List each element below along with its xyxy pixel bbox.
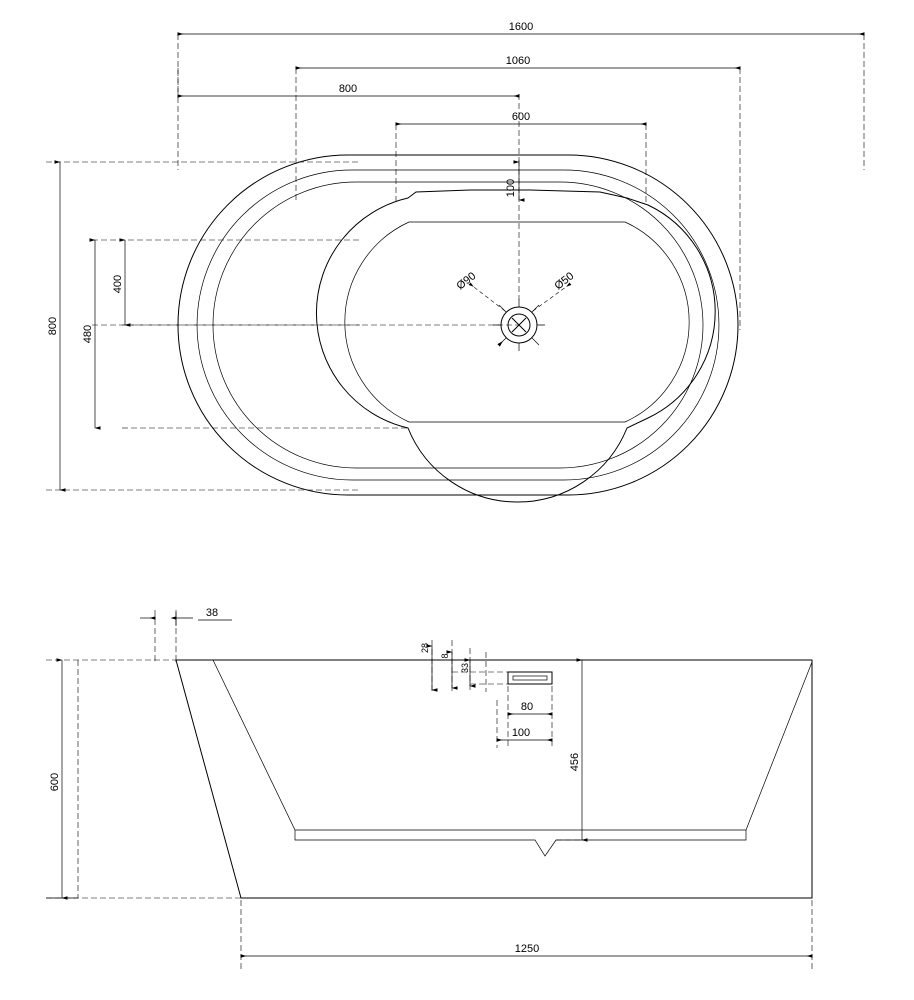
dim-800-vertical-label: 800 — [47, 316, 59, 336]
dim-600-horizontal-label: 600 — [511, 111, 531, 123]
dim-480 — [82, 240, 95, 428]
dim-600-height-label: 600 — [49, 772, 61, 792]
dim-480-label: 480 — [82, 324, 94, 344]
dim-1060 — [296, 55, 740, 68]
dim-400 — [112, 240, 125, 325]
dim-1250-label: 1250 — [514, 943, 540, 955]
callout-d90-label: Ø90 — [454, 270, 479, 293]
callout-d50-label: Ø50 — [552, 270, 577, 293]
dim-100-notch-label: 100 — [505, 178, 517, 198]
front-section-view — [46, 607, 812, 970]
dim-800-horizontal-label: 800 — [338, 83, 358, 95]
dim-800-horizontal — [178, 68, 519, 96]
tub-basin-outline — [316, 190, 715, 502]
overflow-width-dims — [497, 686, 552, 748]
dim-456 — [552, 660, 588, 840]
top-view — [46, 21, 864, 502]
dim-33-label: 33 — [460, 662, 470, 674]
dim-80-label: 80 — [520, 701, 534, 713]
dim-1600 — [178, 21, 864, 34]
diameter-callout-90 — [454, 270, 505, 311]
dim-100-label: 100 — [511, 727, 531, 739]
dim-600-horizontal — [396, 111, 646, 124]
dim-400-label: 400 — [112, 274, 124, 294]
dim-456-label: 456 — [569, 752, 581, 772]
diameter-callout-50 — [533, 270, 576, 311]
dim-28-label: 28 — [420, 642, 430, 654]
overflow-slot — [508, 672, 552, 684]
dim-100-notch — [505, 162, 519, 200]
tub-front-outline — [176, 660, 812, 898]
top-view-horizontal-guides — [46, 162, 519, 490]
dim-600-height — [46, 660, 241, 898]
dim-1250 — [241, 900, 812, 970]
dim-800-vertical — [47, 162, 60, 490]
dim-38-label: 38 — [205, 607, 219, 619]
dim-38 — [140, 607, 232, 662]
dim-1600-label: 1600 — [508, 21, 534, 33]
overflow-dimension-cluster — [420, 640, 510, 692]
dim-1060-label: 1060 — [505, 55, 531, 67]
dim-8-label: 8 — [440, 653, 450, 659]
